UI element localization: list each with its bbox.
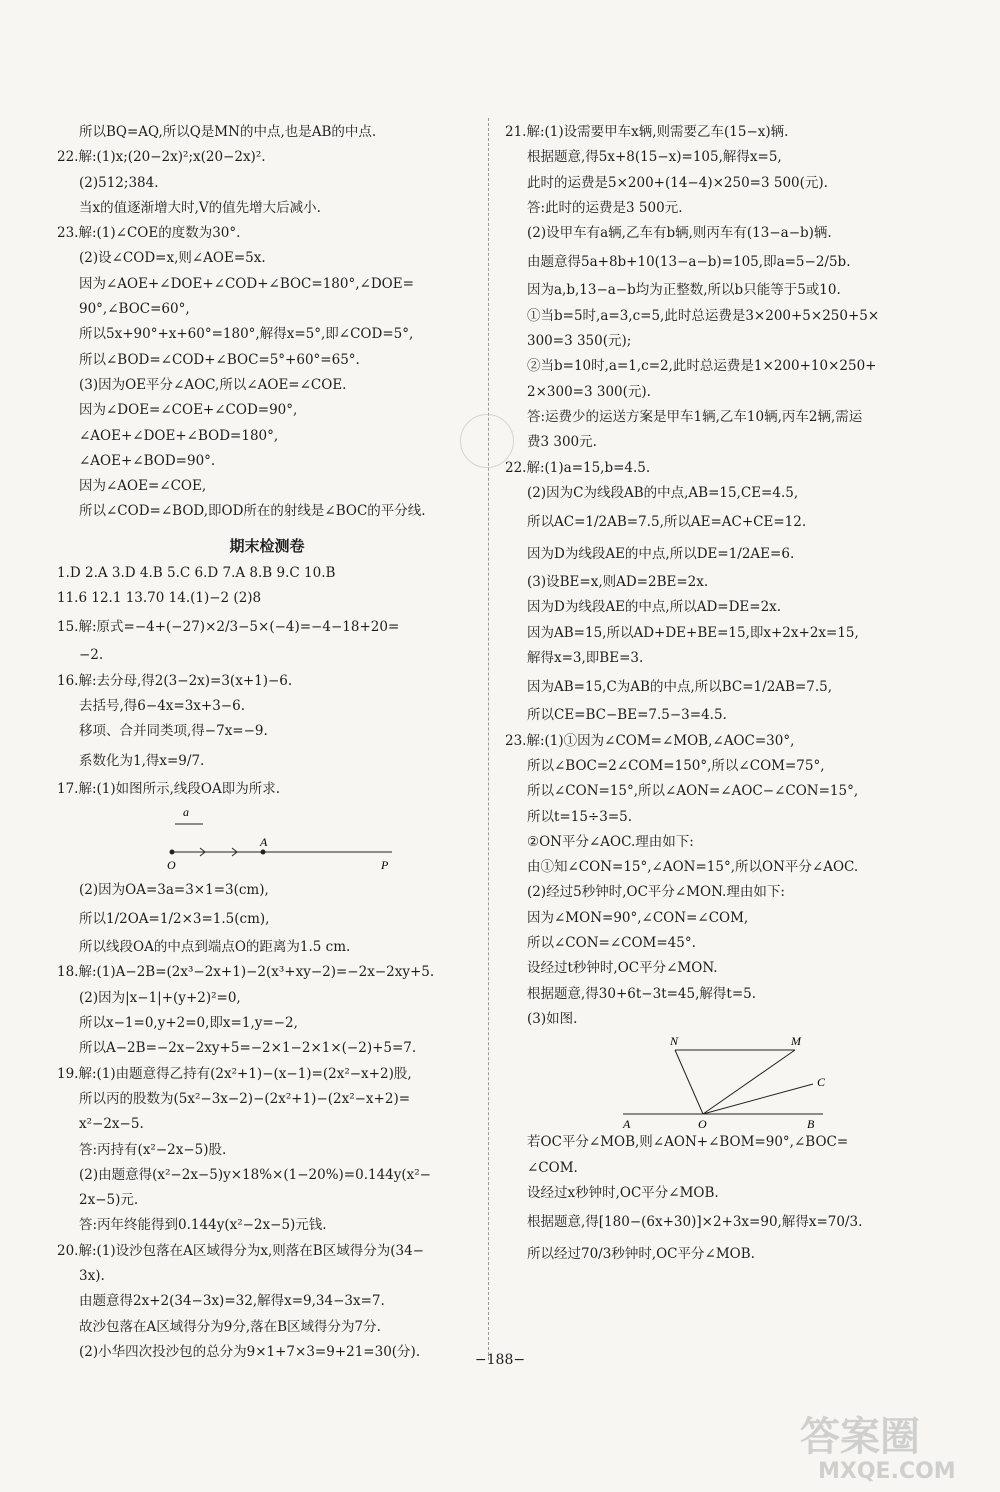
label-p: P <box>381 857 389 872</box>
figure-17-svg <box>57 802 477 878</box>
label-m: M <box>791 1034 801 1049</box>
text-line: 所以A−2B=−2x−2xy+5=−2×1−2×1×(−2)+5=7. <box>79 1040 417 1057</box>
text-line: 11.6 12.1 13.70 14.(1)−2 (2)8 <box>57 590 262 607</box>
right-column <box>505 120 925 1270</box>
text-line: ②当b=10时,a=1,c=2,此时总运费是1×200+10×250+ <box>527 358 877 375</box>
watermark-text: 答案圈 <box>800 1414 920 1460</box>
text-line: 由题意得2x+2(34−3x)=32,解得x=9,34−3x=7. <box>79 1293 385 1310</box>
text-line: (3)因为OE平分∠AOC,所以∠AOE=∠COE. <box>79 376 347 393</box>
text-line: 所以∠BOD=∠COD+∠BOC=5°+60°=65°. <box>79 351 360 368</box>
text-line: 去括号,得6−4x=3x+3−6. <box>79 697 246 714</box>
text-line: 22.解:(1)x;(20−2x)²;x(20−2x)². <box>57 149 266 166</box>
ray-on <box>675 1050 703 1114</box>
text-line: 23.解:(1)①因为∠COM=∠MOB,∠AOC=30°, <box>505 732 795 749</box>
text-line: 所以BQ=AQ,所以Q是MN的中点,也是AB的中点. <box>79 124 377 140</box>
text-line: 15.解:原式=−4+(−27)×2/3−5×(−4)=−4−18+20= <box>57 619 400 636</box>
text-line: 因为∠DOE=∠COE+∠COD=90°, <box>79 402 298 419</box>
text-line: 设经过x秒钟时,OC平分∠MOB. <box>527 1184 719 1201</box>
label-n: N <box>670 1034 679 1049</box>
text-line: (3)如图. <box>527 1010 578 1027</box>
text-line: (2)设甲车有a辆,乙车有b辆,则丙车有(13−a−b)辆. <box>527 225 832 242</box>
text-line: 20.解:(1)设沙包落在A区域得分为x,则落在B区域得分为(34− <box>57 1242 424 1259</box>
text-line: 由题意得5a+8b+10(13−a−b)=105,即a=5−2/5b. <box>527 254 851 271</box>
right-lines-a <box>505 120 925 1032</box>
point-a <box>261 849 266 854</box>
text-line: 3x). <box>79 1267 105 1284</box>
left-column <box>57 120 477 1365</box>
text-line: (2)小华四次投沙包的总分为9×1+7×3=9+21=30(分). <box>79 1343 421 1360</box>
text-line: 所以∠CON=∠COM=45°. <box>527 935 696 952</box>
text-line: ②ON平分∠AOC.理由如下: <box>527 833 694 850</box>
left-lines-a <box>57 120 477 802</box>
text-line: 所以∠CON=15°,所以∠AON=∠AOC−∠CON=15°, <box>527 783 859 800</box>
text-line: 故沙包落在A区域得分为9分,落在B区域得分为7分. <box>79 1318 381 1335</box>
text-line: 因为D为线段AE的中点,所以AD=DE=2x. <box>527 599 782 616</box>
text-line: (3)设BE=x,则AD=2BE=2x. <box>527 574 709 591</box>
text-line: 90°,∠BOC=60°, <box>79 301 190 318</box>
text-line: 2×300=3 300(元). <box>527 383 651 400</box>
label-a: A <box>623 1117 631 1131</box>
text-line: 所以CE=BC−BE=7.5−3=4.5. <box>527 707 727 724</box>
text-line: 系数化为1,得x=9/7. <box>79 752 205 769</box>
figure-23-svg <box>505 1032 925 1130</box>
text-line: (2)由题意得(x²−2x−5)y×18%×(1−20%)=0.144y(x²− <box>79 1166 431 1183</box>
text-line: 答:丙持有(x²−2x−5)股. <box>79 1141 227 1158</box>
text-line: 所以5x+90°+x+60°=180°,解得x=5°,即∠COD=5°, <box>79 326 414 343</box>
right-lines-b <box>505 1130 925 1270</box>
text-line: 因为∠AOE+∠DOE+∠COD+∠BOC=180°,∠DOE= <box>79 275 414 292</box>
text-line: 1.D 2.A 3.D 4.B 5.C 6.D 7.A 8.B 9.C 10.B <box>57 564 336 581</box>
text-line: −2. <box>79 647 104 664</box>
text-line: 所以AC=1/2AB=7.5,所以AE=AC+CE=12. <box>527 514 807 531</box>
text-line: (2)因为C为线段AB的中点,AB=15,CE=4.5, <box>527 484 799 501</box>
ray-oc <box>703 1084 813 1114</box>
text-line: (2)512;384. <box>79 174 159 191</box>
text-line: 所以t=15÷3=5. <box>527 808 633 825</box>
text-line: 18.解:(1)A−2B=(2x³−2x+1)−2(x³+xy−2)=−2x−2xy+5. <box>57 964 435 981</box>
text-line: 根据题意,得30+6t−3t=45,解得t=5. <box>527 985 757 1002</box>
column-divider <box>488 118 489 1360</box>
text-line: 22.解:(1)a=15,b=4.5. <box>505 459 651 476</box>
text-line: 300=3 350(元); <box>527 333 632 350</box>
text-line: 19.解:(1)由题意得乙持有(2x²+1)−(x−1)=(2x²−x+2)股, <box>57 1065 412 1082</box>
label-o: O <box>698 1117 707 1131</box>
text-line: 所以1/2OA=1/2×3=1.5(cm), <box>79 911 270 928</box>
figure-23-angles <box>505 1032 925 1130</box>
text-line: (2)因为OA=3a=3×1=3(cm), <box>79 881 269 898</box>
text-line: 23.解:(1)∠COE的度数为30°. <box>57 225 241 242</box>
text-line: (2)因为|x−1|+(y+2)²=0, <box>79 989 241 1006</box>
text-line: 费3 300元. <box>527 434 597 451</box>
text-line: 因为∠MON=90°,∠CON=∠COM, <box>527 909 749 926</box>
text-line: 所以∠BOC=2∠COM=150°,所以∠COM=75°, <box>527 757 825 774</box>
text-line: x²−2x−5. <box>79 1116 144 1133</box>
watermark-svg <box>790 1398 990 1488</box>
text-line: ①当b=5时,a=3,c=5,此时总运费是3×200+5×250+5× <box>527 307 880 324</box>
label-c: C <box>817 1075 826 1090</box>
text-line: 所以∠COD=∠BOD,即OD所在的射线是∠BOC的平分线. <box>79 503 426 520</box>
label-a-point: A <box>260 834 268 849</box>
left-lines-b <box>57 878 477 1365</box>
text-line: 此时的运费是5×200+(14−4)×250=3 500(元). <box>527 174 828 191</box>
watermark-url: MXQE.COM <box>818 1459 956 1484</box>
text-line: 16.解:去分母,得2(3−2x)=3(x+1)−6. <box>57 672 293 689</box>
text-line: 所以丙的股数为(5x²−3x−2)−(2x²+1)−(2x²−x+2)= <box>79 1090 411 1107</box>
text-line: 因为∠AOE=∠COE, <box>79 478 207 495</box>
page-number: −188− <box>474 1352 526 1368</box>
text-line: ∠COM. <box>527 1159 578 1176</box>
text-line: 因为AB=15,C为AB的中点,所以BC=1/2AB=7.5, <box>527 679 833 696</box>
text-line: 若OC平分∠MOB,则∠AON+∠BOM=90°,∠BOC= <box>527 1134 849 1151</box>
text-line: 答:运费少的运送方案是甲车1辆,乙车10辆,丙车2辆,需运 <box>527 408 863 425</box>
text-line: 因为a,b,13−a−b均为正整数,所以b只能等于5或10. <box>527 282 841 299</box>
text-line: 所以x−1=0,y+2=0,即x=1,y=−2, <box>79 1015 298 1032</box>
text-line: 所以线段OA的中点到端点O的距离为1.5 cm. <box>79 939 351 956</box>
watermark-logo <box>790 1398 990 1488</box>
point-o <box>170 849 175 854</box>
text-line: (2)设∠COD=x,则∠AOE=5x. <box>79 250 266 267</box>
text-line: 由①知∠CON=15°,∠AON=15°,所以ON平分∠AOC. <box>527 859 859 876</box>
text-line: 21.解:(1)设需要甲车x辆,则需要乙车(15−x)辆. <box>505 124 789 140</box>
ray-om <box>703 1050 795 1114</box>
text-line: 2x−5)元. <box>79 1192 139 1209</box>
text-line: 移项、合并同类项,得−7x=−9. <box>79 723 268 740</box>
label-o: O <box>167 857 176 872</box>
text-line: (2)经过5秒钟时,OC平分∠MON.理由如下: <box>527 884 785 901</box>
faint-stamp-seal <box>460 414 514 468</box>
figure-17-segment <box>57 802 477 878</box>
text-line: 根据题意,得5x+8(15−x)=105,解得x=5, <box>527 149 782 166</box>
text-line: 根据题意,得[180−(6x+30)]×2+3x=90,解得x=70/3. <box>527 1214 863 1231</box>
section-heading: 期末检测卷 <box>229 536 305 555</box>
label-b: B <box>807 1117 815 1131</box>
text-line: 因为AB=15,所以AD+DE+BE=15,即x+2x+2x=15, <box>527 624 859 641</box>
label-a: a <box>183 804 189 819</box>
text-line: ∠AOE+∠DOE+∠BOD=180°, <box>79 427 279 444</box>
text-line: 17.解:(1)如图所示,线段OA即为所求. <box>57 780 281 797</box>
text-line: 所以经过70/3秒钟时,OC平分∠MOB. <box>527 1246 755 1263</box>
text-line: 因为D为线段AE的中点,所以DE=1/2AE=6. <box>527 546 795 563</box>
text-line: 设经过t秒钟时,OC平分∠MON. <box>527 960 718 977</box>
text-line: 当x的值逐渐增大时,V的值先增大后减小. <box>79 199 321 216</box>
text-line: 答:丙年终能得到0.144y(x²−2x−5)元钱. <box>79 1217 327 1234</box>
text-line: ∠AOE+∠BOD=90°. <box>79 452 216 469</box>
text-line: 答:此时的运费是3 500元. <box>527 199 683 216</box>
text-line: 解得x=3,即BE=3. <box>527 650 644 667</box>
